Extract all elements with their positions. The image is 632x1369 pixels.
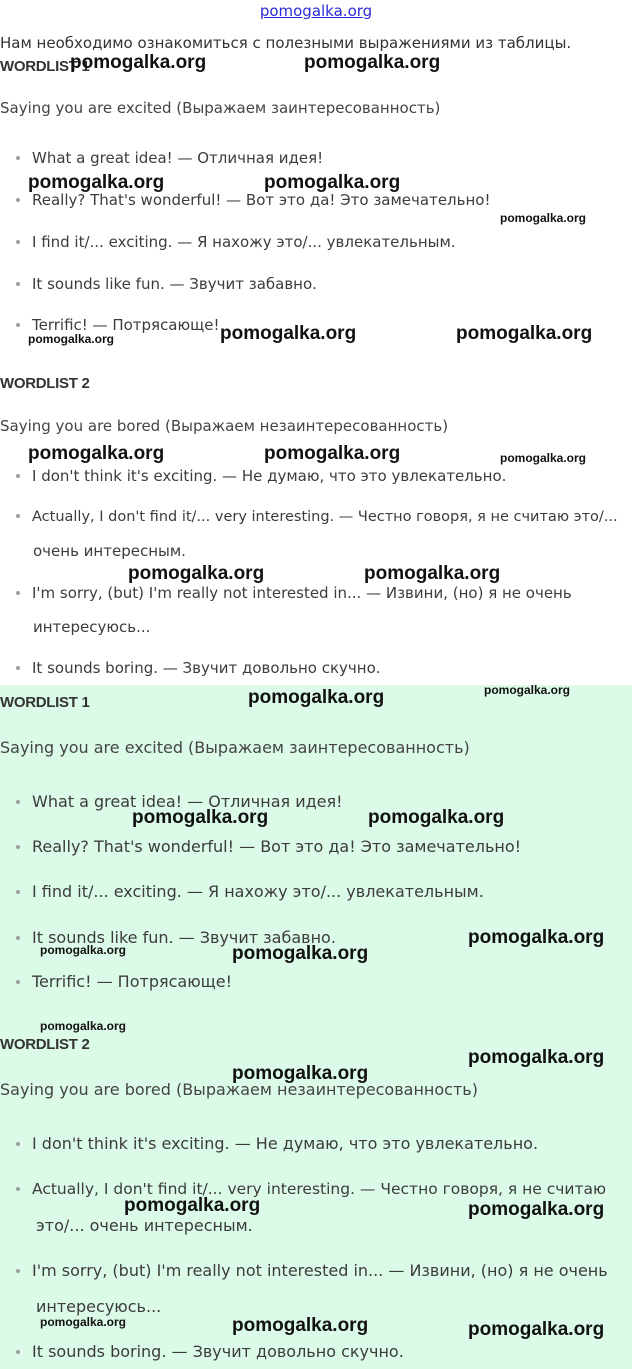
bullet-icon — [16, 1142, 20, 1146]
list-item: Terrific! — Потрясающе! — [16, 316, 220, 334]
watermark: pomogalka.org — [248, 687, 385, 708]
watermark: pomogalka.org — [468, 1047, 605, 1068]
watermark: pomogalka.org — [232, 1315, 369, 1336]
bullet-icon — [16, 282, 20, 286]
list-item-continuation: интересуюсь... — [33, 618, 151, 636]
list-item-continuation: это/... очень интересным. — [36, 1216, 253, 1235]
bullet-icon — [16, 1350, 20, 1354]
bullet-icon — [16, 845, 20, 849]
list-item: What a great idea! — Отличная идея! — [16, 792, 343, 811]
wordlist-2-title: WORDLIST 2 — [0, 1036, 90, 1053]
list-item: Really? That's wonderful! — Вот это да! Это замечательно! — [16, 837, 521, 856]
bullet-icon — [16, 240, 20, 244]
watermark: pomogalka.org — [468, 1199, 605, 1220]
wordlist-1-subtitle: Saying you are excited (Выражаем заинтересованность) — [0, 738, 470, 757]
wordlist-1-title: WORDLIST 1 — [0, 694, 90, 711]
watermark: pomogalka.org — [40, 1019, 127, 1033]
list-item: I'm sorry, (but) I'm really not interested in... — Извини, (но) я не очень — [16, 1261, 608, 1280]
intro-text: Нам необходимо ознакомиться с полезными выражениями из таблицы. — [0, 34, 572, 52]
bullet-icon — [16, 591, 20, 595]
list-item: It sounds like fun. — Звучит забавно. — [16, 275, 317, 293]
watermark: pomogalka.org — [468, 1319, 605, 1340]
watermark: pomogalka.org — [28, 332, 115, 346]
list-item: I find it/... exciting. — Я нахожу это/... увлекательным. — [16, 882, 484, 901]
watermark: pomogalka.org — [484, 683, 571, 697]
watermark: pomogalka.org — [28, 443, 165, 464]
watermark: pomogalka.org — [40, 943, 127, 957]
bullet-icon — [16, 514, 20, 518]
watermark: pomogalka.org — [70, 52, 207, 73]
watermark: pomogalka.org — [232, 943, 369, 964]
watermark: pomogalka.org — [128, 563, 265, 584]
bullet-icon — [16, 156, 20, 160]
watermark: pomogalka.org — [264, 443, 401, 464]
list-item: Actually, I don't find it/... very interesting. — Честно говоря, я не считаю — [16, 1180, 606, 1198]
watermark: pomogalka.org — [132, 807, 269, 828]
watermark: pomogalka.org — [232, 1063, 369, 1084]
watermark: pomogalka.org — [220, 323, 357, 344]
bullet-icon — [16, 198, 20, 202]
wordlist-2-subtitle: Saying you are bored (Выражаем незаинтересованность) — [0, 417, 449, 435]
bullet-icon — [16, 323, 20, 327]
list-item: I don't think it's exciting. — Не думаю, что это увлекательно. — [16, 467, 506, 485]
watermark: pomogalka.org — [40, 1315, 127, 1329]
watermark: pomogalka.org — [456, 323, 593, 344]
wordlist-2-subtitle: Saying you are bored (Выражаем незаинтересованность) — [0, 1080, 478, 1099]
bullet-icon — [16, 474, 20, 478]
list-item: I don't think it's exciting. — Не думаю, что это увлекательно. — [16, 1134, 538, 1153]
wordlist-2-title: WORDLIST 2 — [0, 375, 90, 392]
bullet-icon — [16, 800, 20, 804]
list-item: I'm sorry, (but) I'm really not interested in... — Извини, (но) я не очень — [16, 584, 572, 602]
bullet-icon — [16, 890, 20, 894]
watermark: pomogalka.org — [264, 172, 401, 193]
watermark: pomogalka.org — [364, 563, 501, 584]
watermark: pomogalka.org — [124, 1195, 261, 1216]
watermark: pomogalka.org — [468, 927, 605, 948]
list-item: Terrific! — Потрясающе! — [16, 972, 232, 991]
watermark: pomogalka.org — [368, 807, 505, 828]
watermark: pomogalka.org — [500, 451, 587, 465]
bullet-icon — [16, 1269, 20, 1273]
watermark: pomogalka.org — [500, 211, 587, 225]
list-item: It sounds like fun. — Звучит забавно. — [16, 928, 336, 947]
bullet-icon — [16, 936, 20, 940]
list-item: I find it/... exciting. — Я нахожу это/... увлекательным. — [16, 233, 456, 251]
list-item: Actually, I don't find it/... very interesting. — Честно говоря, я не считаю это/... — [16, 509, 618, 525]
list-item-continuation: интересуюсь... — [36, 1297, 162, 1316]
watermark: pomogalka.org — [304, 52, 441, 73]
list-item-continuation: очень интересным. — [33, 542, 186, 560]
list-item: Really? That's wonderful! — Вот это да! Это замечательно! — [16, 191, 490, 209]
site-link[interactable]: pomogalka.org — [259, 2, 373, 20]
list-item: It sounds boring. — Звучит довольно скучно. — [16, 1342, 404, 1361]
bullet-icon — [16, 1187, 20, 1191]
bullet-icon — [16, 666, 20, 670]
wordlist-1-title: WORDLIST 1 — [0, 58, 90, 75]
list-item: It sounds boring. — Звучит довольно скучно. — [16, 659, 381, 677]
watermark: pomogalka.org — [28, 172, 165, 193]
bullet-icon — [16, 980, 20, 984]
wordlist-1-subtitle: Saying you are excited (Выражаем заинтересованность) — [0, 99, 441, 117]
list-item: What a great idea! — Отличная идея! — [16, 149, 323, 167]
